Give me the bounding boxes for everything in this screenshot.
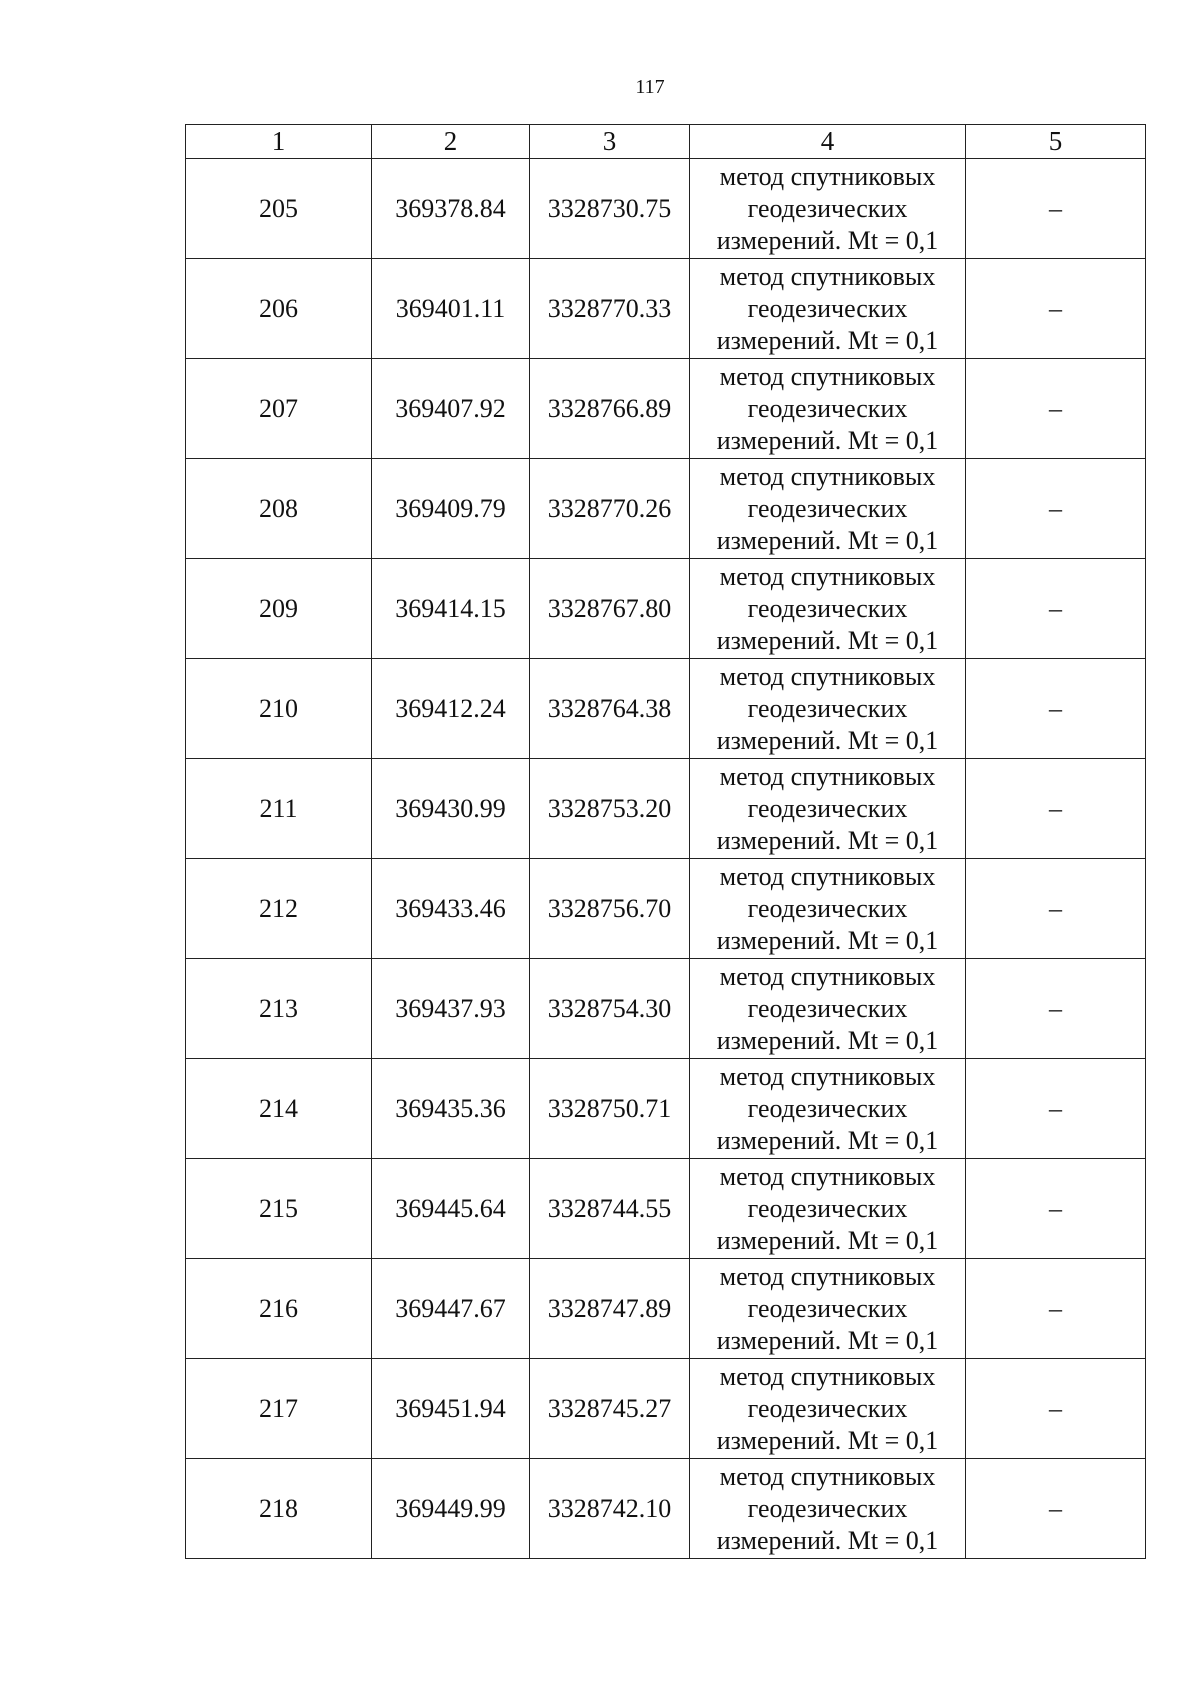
point-number-cell: 216 bbox=[186, 1259, 372, 1359]
table-row bbox=[186, 1459, 1146, 1559]
method-line-2: геодезических bbox=[747, 1393, 908, 1423]
column-header-1: 1 bbox=[186, 125, 372, 159]
x-coordinate-cell: 369447.67 bbox=[372, 1259, 530, 1359]
method-cell bbox=[690, 659, 966, 759]
y-coordinate-cell: 3328770.33 bbox=[530, 259, 690, 359]
method-line-1: метод спутниковых bbox=[719, 1461, 936, 1491]
method-line-1: метод спутниковых bbox=[719, 761, 936, 791]
method-line-3: измерений. Mt = 0,1 bbox=[716, 1425, 939, 1455]
method-line-1: метод спутниковых bbox=[719, 1161, 936, 1191]
method-cell bbox=[690, 1059, 966, 1159]
y-coordinate-cell: 3328766.89 bbox=[530, 359, 690, 459]
x-coordinate-cell: 369401.11 bbox=[372, 259, 530, 359]
method-line-1: метод спутниковых bbox=[719, 961, 936, 991]
method-line-1: метод спутниковых bbox=[719, 461, 936, 491]
method-line-3: измерений. Mt = 0,1 bbox=[716, 1325, 939, 1355]
table-row bbox=[186, 859, 1146, 959]
method-cell bbox=[690, 559, 966, 659]
x-coordinate-cell: 369409.79 bbox=[372, 459, 530, 559]
table-row bbox=[186, 1259, 1146, 1359]
point-number-cell: 206 bbox=[186, 259, 372, 359]
column-header-5: 5 bbox=[966, 125, 1146, 159]
y-coordinate-cell: 3328767.80 bbox=[530, 559, 690, 659]
note-cell: – bbox=[966, 959, 1146, 1059]
note-cell: – bbox=[966, 559, 1146, 659]
note-cell: – bbox=[966, 259, 1146, 359]
method-line-2: геодезических bbox=[747, 293, 908, 323]
note-cell: – bbox=[966, 659, 1146, 759]
note-cell: – bbox=[966, 1259, 1146, 1359]
point-number-cell: 210 bbox=[186, 659, 372, 759]
method-cell bbox=[690, 1259, 966, 1359]
method-line-1: метод спутниковых bbox=[719, 361, 936, 391]
method-line-3: измерений. Mt = 0,1 bbox=[716, 1225, 939, 1255]
method-cell bbox=[690, 359, 966, 459]
table-row bbox=[186, 559, 1146, 659]
method-line-3: измерений. Mt = 0,1 bbox=[716, 825, 939, 855]
table-row bbox=[186, 759, 1146, 859]
table-body bbox=[186, 159, 1146, 1559]
note-cell: – bbox=[966, 1359, 1146, 1459]
point-number-cell: 217 bbox=[186, 1359, 372, 1459]
note-cell: – bbox=[966, 1459, 1146, 1559]
method-cell bbox=[690, 859, 966, 959]
method-cell bbox=[690, 1159, 966, 1259]
column-header-2: 2 bbox=[372, 125, 530, 159]
method-line-1: метод спутниковых bbox=[719, 561, 936, 591]
coordinates-table bbox=[185, 124, 1146, 1559]
method-line-3: измерений. Mt = 0,1 bbox=[716, 725, 939, 755]
method-line-1: метод спутниковых bbox=[719, 1061, 936, 1091]
note-cell: – bbox=[966, 459, 1146, 559]
method-line-2: геодезических bbox=[747, 1093, 908, 1123]
x-coordinate-cell: 369435.36 bbox=[372, 1059, 530, 1159]
method-line-3: измерений. Mt = 0,1 bbox=[716, 425, 939, 455]
y-coordinate-cell: 3328770.26 bbox=[530, 459, 690, 559]
method-line-1: метод спутниковых bbox=[719, 1261, 936, 1291]
method-line-2: геодезических bbox=[747, 1293, 908, 1323]
table-row bbox=[186, 659, 1146, 759]
method-line-2: геодезических bbox=[747, 393, 908, 423]
method-line-3: измерений. Mt = 0,1 bbox=[716, 1125, 939, 1155]
method-line-3: измерений. Mt = 0,1 bbox=[716, 925, 939, 955]
method-line-1: метод спутниковых bbox=[719, 261, 936, 291]
note-cell: – bbox=[966, 859, 1146, 959]
method-line-1: метод спутниковых bbox=[719, 1361, 936, 1391]
note-cell: – bbox=[966, 1059, 1146, 1159]
table-row bbox=[186, 1059, 1146, 1159]
method-line-2: геодезических bbox=[747, 793, 908, 823]
column-header-3: 3 bbox=[530, 125, 690, 159]
table-header-row bbox=[186, 125, 1146, 159]
method-line-3: измерений. Mt = 0,1 bbox=[716, 525, 939, 555]
method-line-2: геодезических bbox=[747, 1193, 908, 1223]
method-cell bbox=[690, 159, 966, 259]
table-row bbox=[186, 259, 1146, 359]
y-coordinate-cell: 3328753.20 bbox=[530, 759, 690, 859]
method-line-3: измерений. Mt = 0,1 bbox=[716, 1025, 939, 1055]
point-number-cell: 218 bbox=[186, 1459, 372, 1559]
y-coordinate-cell: 3328730.75 bbox=[530, 159, 690, 259]
point-number-cell: 215 bbox=[186, 1159, 372, 1259]
table-row bbox=[186, 159, 1146, 259]
note-cell: – bbox=[966, 359, 1146, 459]
table-row bbox=[186, 959, 1146, 1059]
method-line-2: геодезических bbox=[747, 193, 908, 223]
point-number-cell: 214 bbox=[186, 1059, 372, 1159]
y-coordinate-cell: 3328747.89 bbox=[530, 1259, 690, 1359]
point-number-cell: 208 bbox=[186, 459, 372, 559]
y-coordinate-cell: 3328744.55 bbox=[530, 1159, 690, 1259]
note-cell: – bbox=[966, 759, 1146, 859]
y-coordinate-cell: 3328754.30 bbox=[530, 959, 690, 1059]
y-coordinate-cell: 3328742.10 bbox=[530, 1459, 690, 1559]
y-coordinate-cell: 3328750.71 bbox=[530, 1059, 690, 1159]
method-line-3: измерений. Mt = 0,1 bbox=[716, 225, 939, 255]
method-line-2: геодезических bbox=[747, 1493, 908, 1523]
note-cell: – bbox=[966, 1159, 1146, 1259]
x-coordinate-cell: 369445.64 bbox=[372, 1159, 530, 1259]
y-coordinate-cell: 3328756.70 bbox=[530, 859, 690, 959]
method-line-2: геодезических bbox=[747, 693, 908, 723]
table-row bbox=[186, 1159, 1146, 1259]
x-coordinate-cell: 369437.93 bbox=[372, 959, 530, 1059]
page-number: 117 bbox=[635, 76, 665, 98]
y-coordinate-cell: 3328764.38 bbox=[530, 659, 690, 759]
method-cell bbox=[690, 1459, 966, 1559]
method-cell bbox=[690, 759, 966, 859]
table-row bbox=[186, 359, 1146, 459]
x-coordinate-cell: 369433.46 bbox=[372, 859, 530, 959]
method-line-3: измерений. Mt = 0,1 bbox=[716, 625, 939, 655]
method-cell bbox=[690, 259, 966, 359]
y-coordinate-cell: 3328745.27 bbox=[530, 1359, 690, 1459]
method-line-1: метод спутниковых bbox=[719, 161, 936, 191]
method-cell bbox=[690, 1359, 966, 1459]
x-coordinate-cell: 369449.99 bbox=[372, 1459, 530, 1559]
point-number-cell: 212 bbox=[186, 859, 372, 959]
table-row bbox=[186, 1359, 1146, 1459]
x-coordinate-cell: 369407.92 bbox=[372, 359, 530, 459]
point-number-cell: 205 bbox=[186, 159, 372, 259]
method-line-3: измерений. Mt = 0,1 bbox=[716, 1525, 939, 1555]
point-number-cell: 211 bbox=[186, 759, 372, 859]
method-cell bbox=[690, 459, 966, 559]
method-line-2: геодезических bbox=[747, 593, 908, 623]
column-header-4: 4 bbox=[690, 125, 966, 159]
x-coordinate-cell: 369451.94 bbox=[372, 1359, 530, 1459]
method-cell bbox=[690, 959, 966, 1059]
method-line-1: метод спутниковых bbox=[719, 861, 936, 891]
method-line-3: измерений. Mt = 0,1 bbox=[716, 325, 939, 355]
x-coordinate-cell: 369430.99 bbox=[372, 759, 530, 859]
point-number-cell: 213 bbox=[186, 959, 372, 1059]
method-line-2: геодезических bbox=[747, 893, 908, 923]
method-line-2: геодезических bbox=[747, 493, 908, 523]
x-coordinate-cell: 369414.15 bbox=[372, 559, 530, 659]
x-coordinate-cell: 369412.24 bbox=[372, 659, 530, 759]
method-line-2: геодезических bbox=[747, 993, 908, 1023]
note-cell: – bbox=[966, 159, 1146, 259]
table-row bbox=[186, 459, 1146, 559]
point-number-cell: 207 bbox=[186, 359, 372, 459]
x-coordinate-cell: 369378.84 bbox=[372, 159, 530, 259]
point-number-cell: 209 bbox=[186, 559, 372, 659]
method-line-1: метод спутниковых bbox=[719, 661, 936, 691]
